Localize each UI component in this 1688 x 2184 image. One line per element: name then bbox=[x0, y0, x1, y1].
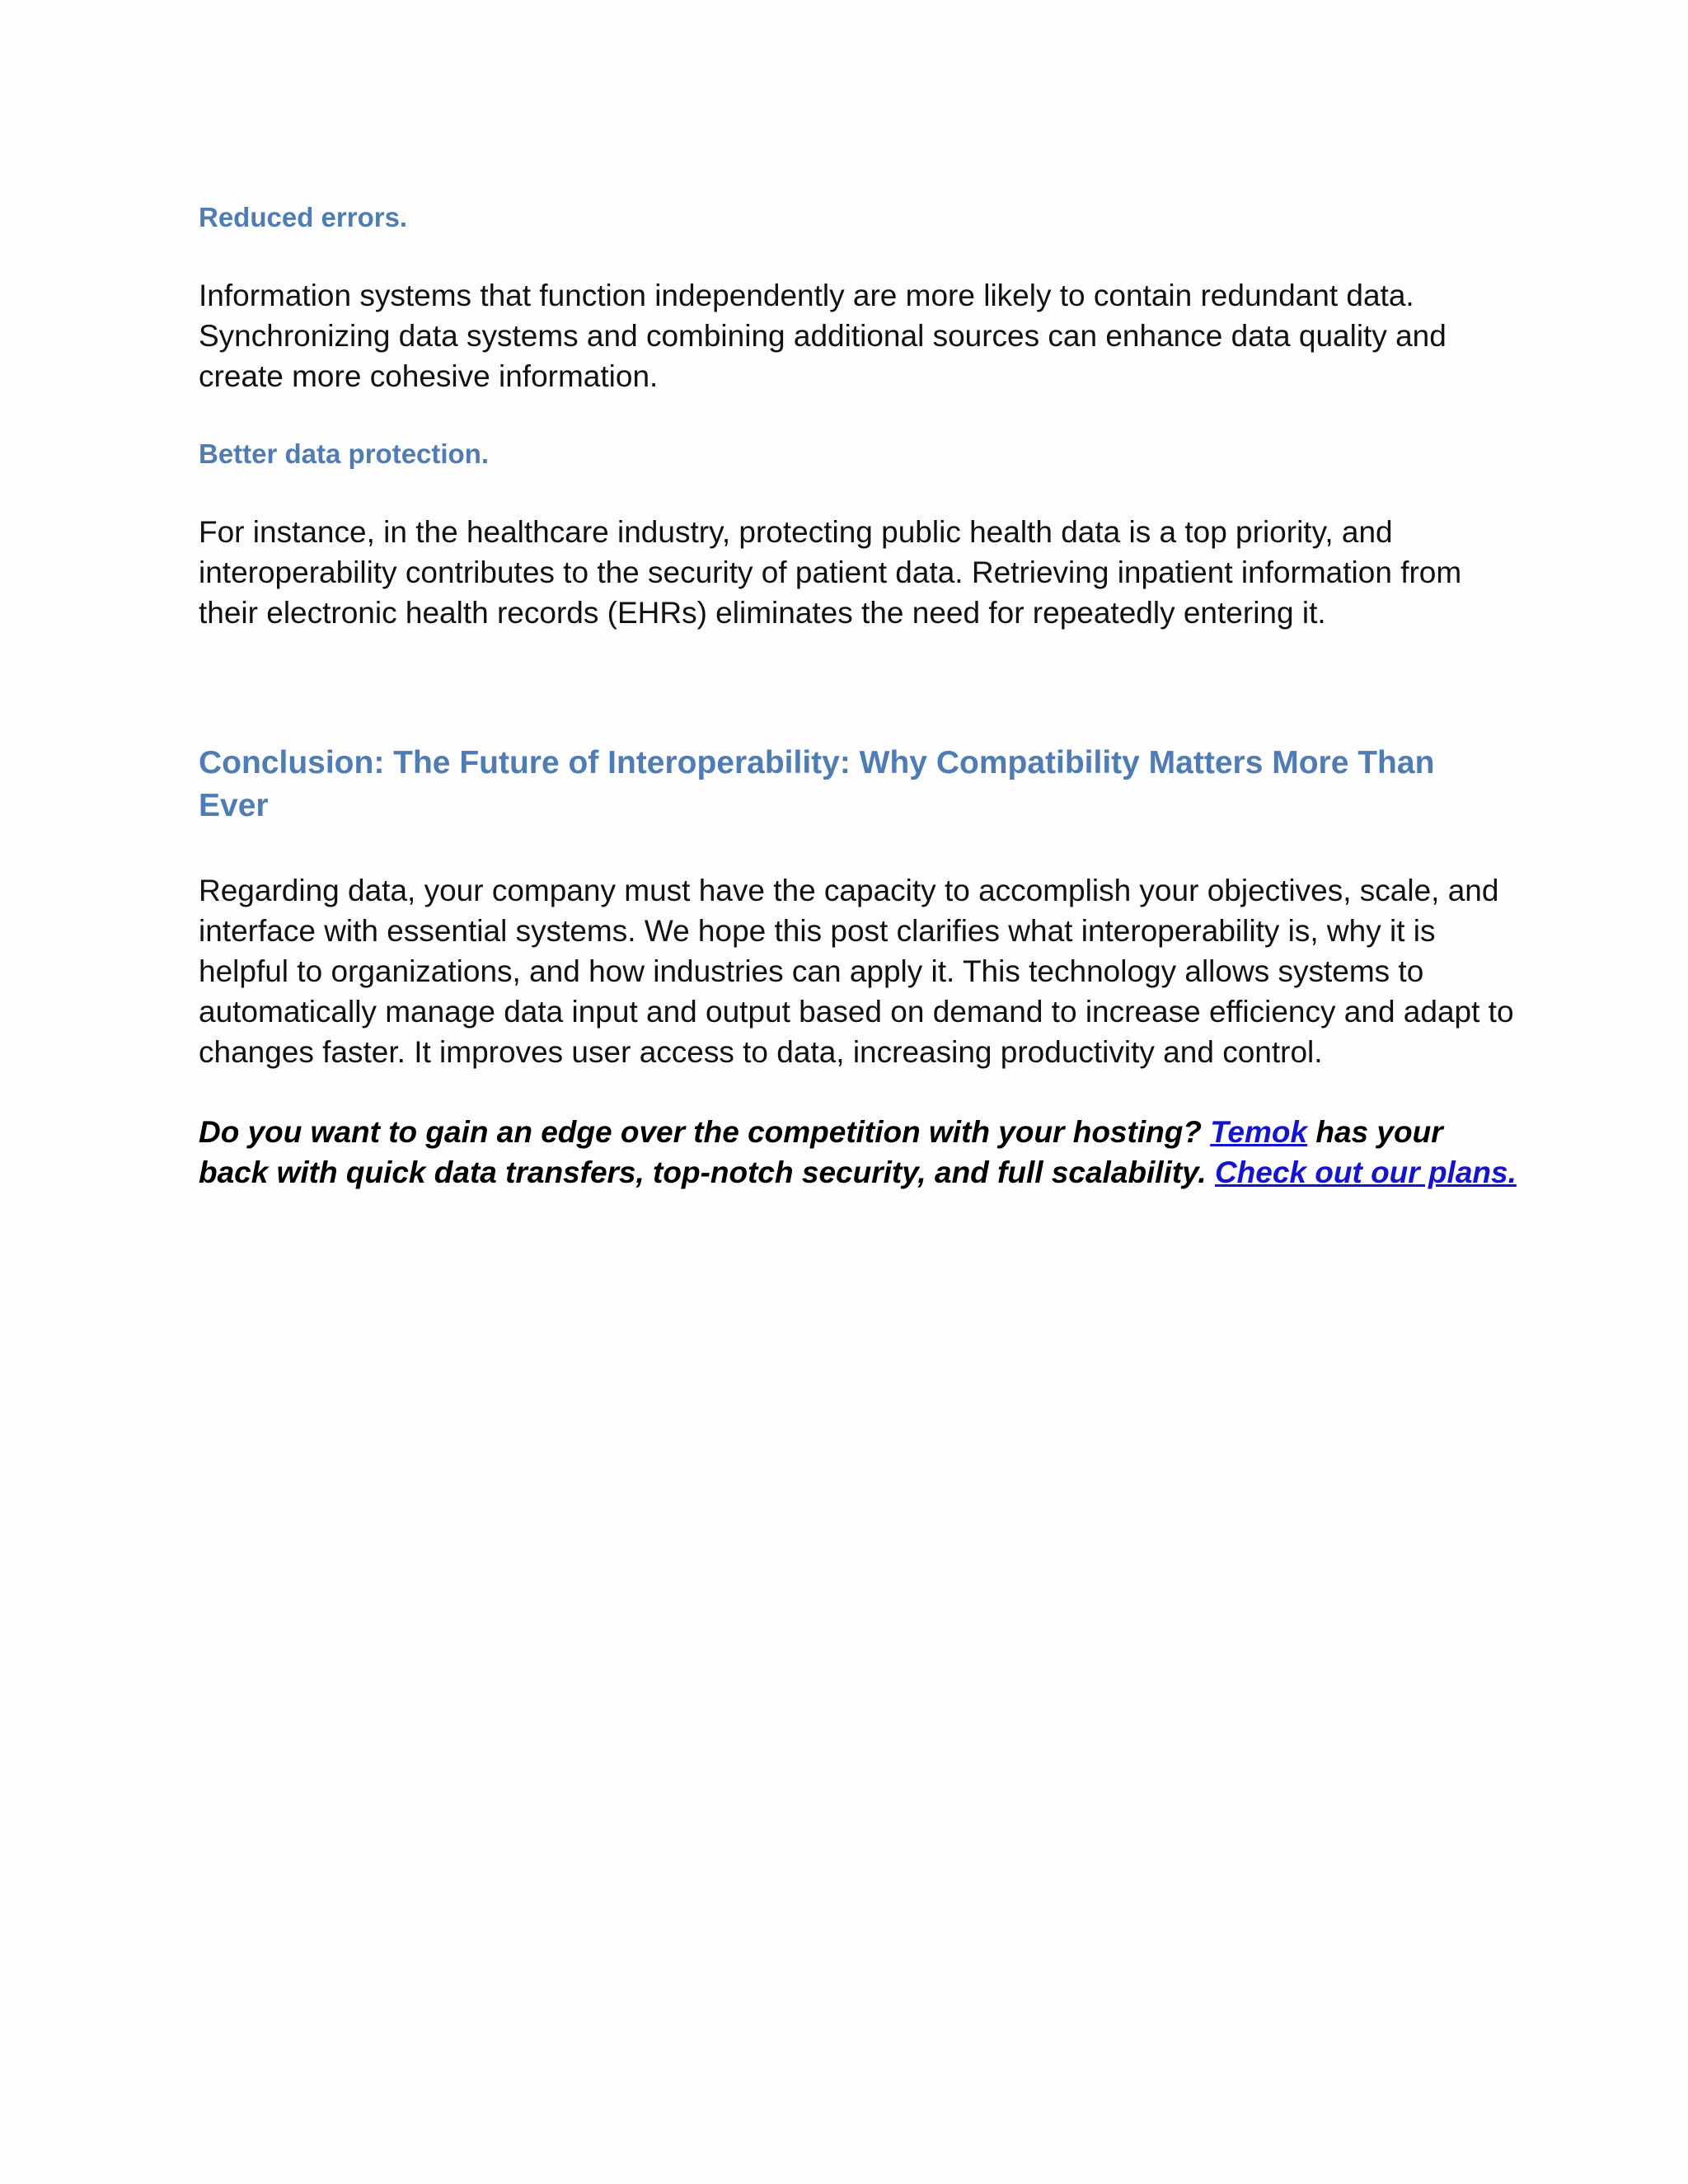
heading-better-data-protection: Better data protection. bbox=[199, 438, 490, 469]
temok-link[interactable]: Temok bbox=[1210, 1115, 1308, 1149]
heading-reduced-errors: Reduced errors. bbox=[199, 202, 408, 232]
cta-text-middle: has your back with quick data transfers, top-notch security, and full scalability. bbox=[199, 1115, 1443, 1189]
cta-text-before: Do you want to gain an edge over the competition with your hosting? bbox=[199, 1115, 1211, 1149]
conclusion-paragraph: Regarding data, your company must have the capacity to accomplish your objectives, scale, and interface with essential systems. We hope this post clarifies what interoperability is, why it is helpful to organizations, and how industries can apply it. This technology allows systems to automatically manage data input and output based on demand to increase efficiency and adapt to changes faster. It improves user access to data, increasing productivity and control. bbox=[199, 874, 1514, 1069]
paragraph-better-data-protection: For instance, in the healthcare industry, protecting public health data is a top priority, and interoperability contributes to the security of patient data. Retrieving inpatient information from their electronic health records (EHRs) eliminates the need for repeatedly entering it. bbox=[199, 515, 1462, 630]
check-plans-link[interactable]: Check out our plans. bbox=[1214, 1155, 1517, 1189]
conclusion-heading: Conclusion: The Future of Interoperability: Why Compatibility Matters More Than Ever bbox=[199, 745, 1435, 823]
document-content bbox=[199, 199, 1517, 1193]
call-to-action bbox=[199, 1112, 1517, 1193]
paragraph-reduced-errors: Information systems that function independently are more likely to contain redundant data. Synchronizing data systems and combining additional sources can enhance data quality and create more cohesive information. bbox=[199, 279, 1447, 393]
